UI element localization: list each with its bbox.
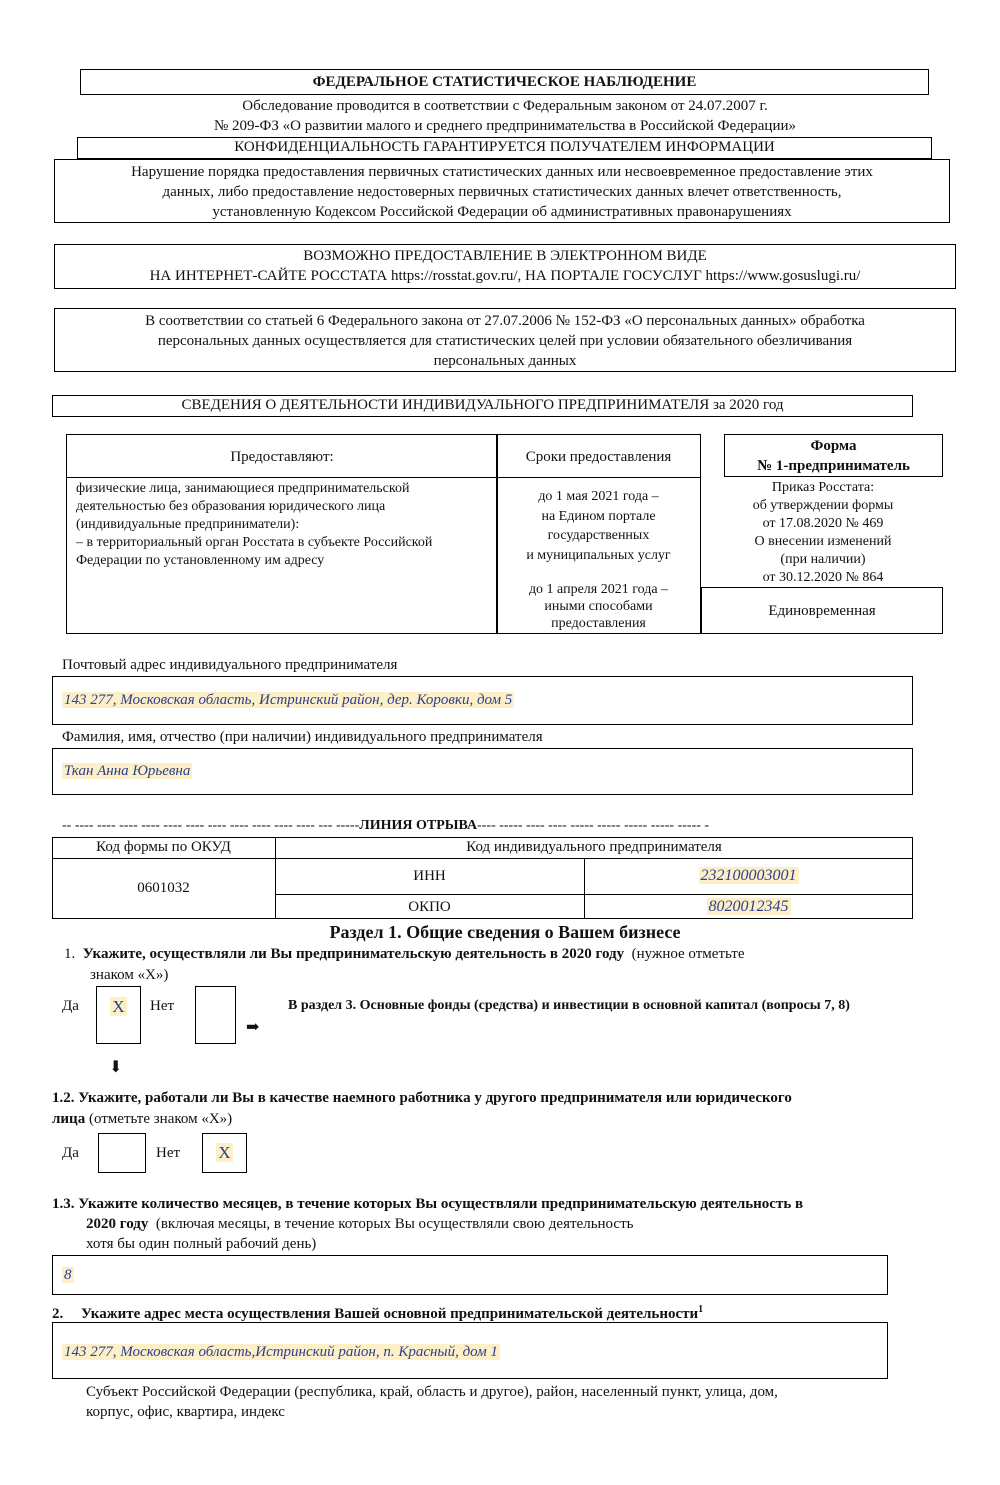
q1-yes-mark: X	[112, 997, 125, 1016]
q2-num: 2.	[52, 1306, 64, 1322]
q13-value: 8	[64, 1267, 72, 1283]
col1-header: Предоставляют:	[230, 449, 334, 465]
q12-note: (отметьте знаком «X»)	[88, 1111, 233, 1127]
q2-footnote: 1	[698, 1304, 704, 1315]
form-title-2: № 1-предприниматель	[757, 458, 910, 474]
confidential-text: КОНФИДЕНЦИАЛЬНОСТЬ ГАРАНТИРУЕТСЯ ПОЛУЧАТЕЛЕМ ИНФОРМАЦИИ	[234, 139, 775, 155]
q13-value-wrap	[62, 1267, 74, 1284]
fio-value-wrap	[62, 763, 192, 780]
codes-row-divider	[275, 894, 913, 895]
col2-header: Сроки предоставления	[525, 449, 672, 465]
law-line-1: Обследование проводится в соответствии с Федеральным законом от 24.07.2007 г.	[242, 98, 768, 114]
q13-question: 1.3. Укажите количество месяцев, в течение которых Вы осуществляли предпринимательскую деятельность в	[52, 1196, 804, 1212]
q13-note: (включая месяцы, в течение которых Вы осуществляли свою деятельность	[155, 1216, 634, 1232]
q1-line	[64, 946, 944, 963]
tear-line	[62, 818, 922, 834]
okpo-value[interactable]: 8020012345	[708, 898, 789, 915]
q2-value-wrap	[62, 1344, 500, 1361]
okpo-value-wrap	[584, 898, 913, 916]
q12-question-2: лица	[52, 1111, 86, 1127]
report-title: СВЕДЕНИЯ О ДЕЯТЕЛЬНОСТИ ИНДИВИДУАЛЬНОГО ПРЕДПРИНИМАТЕЛЯ за 2020 год	[181, 397, 784, 413]
q1-skip-note: В раздел 3. Основные фонды (средства) и инвестиции в основной капитал (вопросы 7, 8)	[288, 998, 850, 1013]
ip-header: Код индивидуального предпринимателя	[466, 839, 722, 855]
okpo-label: ОКПО	[408, 899, 451, 915]
personal-line-3: персональных данных	[433, 353, 577, 369]
q2-hint-2: корпус, офис, квартира, индекс	[86, 1404, 285, 1420]
inn-value-wrap	[584, 867, 913, 885]
electronic-line-1: ВОЗМОЖНО ПРЕДОСТАВЛЕНИЕ В ЭЛЕКТРОННОМ ВИДЕ	[303, 248, 707, 264]
personal-line-2: персональных данных осуществляется для статистических целей при условии обязательного обезличивания	[157, 333, 853, 349]
col1-text: физические лица, занимающиеся предпринимательской деятельностью без образования юридического лица (индивидуальные предприниматели): – в территориальный орган Росстата в субъекте Российской Федерации по установленному им адресу	[76, 481, 433, 568]
q2-question: Укажите адрес места осуществления Вашей основной предпринимательской деятельности	[81, 1306, 699, 1322]
form-title-1: Форма	[810, 438, 857, 454]
q1-note-2: знаком «X»)	[90, 967, 169, 983]
violation-line-2: данных, либо предоставление недостоверных первичных статистических данных влечет ответственность,	[162, 184, 842, 200]
order-text: Приказ Росстата: об утверждении формы от 17.08.2020 № 469 О внесении изменений (при наличии) от 30.12.2020 № 864	[752, 480, 894, 585]
inn-label: ИНН	[413, 868, 446, 884]
q12-no-label: Нет	[156, 1145, 181, 1161]
periodicity: Единовременная	[768, 603, 876, 619]
header-title: ФЕДЕРАЛЬНОЕ СТАТИСТИЧЕСКОЕ НАБЛЮДЕНИЕ	[312, 74, 697, 90]
inn-value[interactable]: 232100003001	[700, 867, 797, 884]
q12-no-mark: X	[218, 1143, 231, 1162]
violation-line-1: Нарушение порядка предоставления первичных статистических данных или несвоевременное предоставление этих	[131, 164, 873, 180]
arrow-right-icon: ➡	[246, 1019, 260, 1036]
section1-title: Раздел 1. Общие сведения о Вашем бизнесе	[329, 922, 681, 942]
q1-yes-label: Да	[62, 998, 79, 1014]
electronic-line-2: НА ИНТЕРНЕТ-САЙТЕ РОССТАТА https://rosstat.gov.ru/, НА ПОРТАЛЕ ГОСУСЛУГ https://www.gosuslugi.ru/	[149, 268, 861, 284]
q13-question-2: 2020 году	[86, 1216, 149, 1232]
tear-line-right: ---- ----- ---- ---- ----- ----- ----- ----- ----- -	[477, 818, 710, 833]
postal-label: Почтовый адрес индивидуального предпринимателя	[62, 657, 398, 673]
q1-yes-checkbox[interactable]	[96, 986, 141, 1044]
violation-line-3: установленную Кодексом Российской Федерации об административных правонарушениях	[212, 204, 792, 220]
q1-num: 1.	[64, 946, 76, 962]
okud-value: 0601032	[137, 880, 190, 896]
personal-line-1: В соответствии со статьей 6 Федерального закона от 27.07.2006 № 152-ФЗ «О персональных данных» обработка	[145, 313, 865, 329]
tear-line-left: -- ---- ---- ---- ---- ---- ---- ---- ---- ---- ---- ---- --- -----	[62, 818, 360, 833]
q1-no-checkbox[interactable]	[195, 986, 236, 1044]
q1-no-label: Нет	[150, 998, 175, 1014]
arrow-down-icon: ⬇	[109, 1059, 123, 1076]
q2-line	[52, 1304, 952, 1323]
col2-text-b: до 1 апреля 2021 года – иными способами предоставления	[528, 582, 669, 631]
q12-question: 1.2. Укажите, работали ли Вы в качестве наемного работника у другого предпринимателя или юридического	[52, 1090, 792, 1106]
col2-text-a: до 1 мая 2021 года – на Едином портале государственных и муниципальных услуг	[526, 489, 671, 563]
submit-header-divider	[66, 477, 701, 478]
okud-header: Код формы по ОКУД	[96, 839, 231, 855]
q2-hint-1: Субъект Российской Федерации (республика, край, область и другое), район, населенный пункт, улица, дом,	[86, 1384, 778, 1400]
q12-yes-checkbox[interactable]	[98, 1133, 146, 1173]
q12-no-checkbox[interactable]	[202, 1133, 247, 1173]
q12-yes-label: Да	[62, 1145, 79, 1161]
q1-note: (нужное отметьте	[631, 946, 745, 962]
q13-note-2: хотя бы один полный рабочий день)	[86, 1236, 317, 1252]
q2-value: 143 277, Московская область,Истринский район, п. Красный, дом 1	[64, 1344, 498, 1360]
fio-value: Ткан Анна Юрьевна	[64, 763, 191, 779]
fio-label: Фамилия, имя, отчество (при наличии) индивидуального предпринимателя	[62, 729, 543, 745]
q13-line-2	[86, 1216, 634, 1233]
q1-question: Укажите, осуществляли ли Вы предпринимательскую деятельность в 2020 году	[82, 946, 625, 962]
tear-line-label: ЛИНИЯ ОТРЫВА	[359, 818, 478, 833]
q12-line-2	[52, 1111, 232, 1128]
q13-field[interactable]	[52, 1255, 888, 1295]
postal-value-wrap	[62, 692, 514, 709]
codes-header-divider	[52, 858, 913, 859]
postal-value: 143 277, Московская область, Истринский район, дер. Коровки, дом 5	[64, 692, 513, 708]
law-line-2: № 209-ФЗ «О развитии малого и среднего предпринимательства в Российской Федерации»	[213, 118, 797, 134]
